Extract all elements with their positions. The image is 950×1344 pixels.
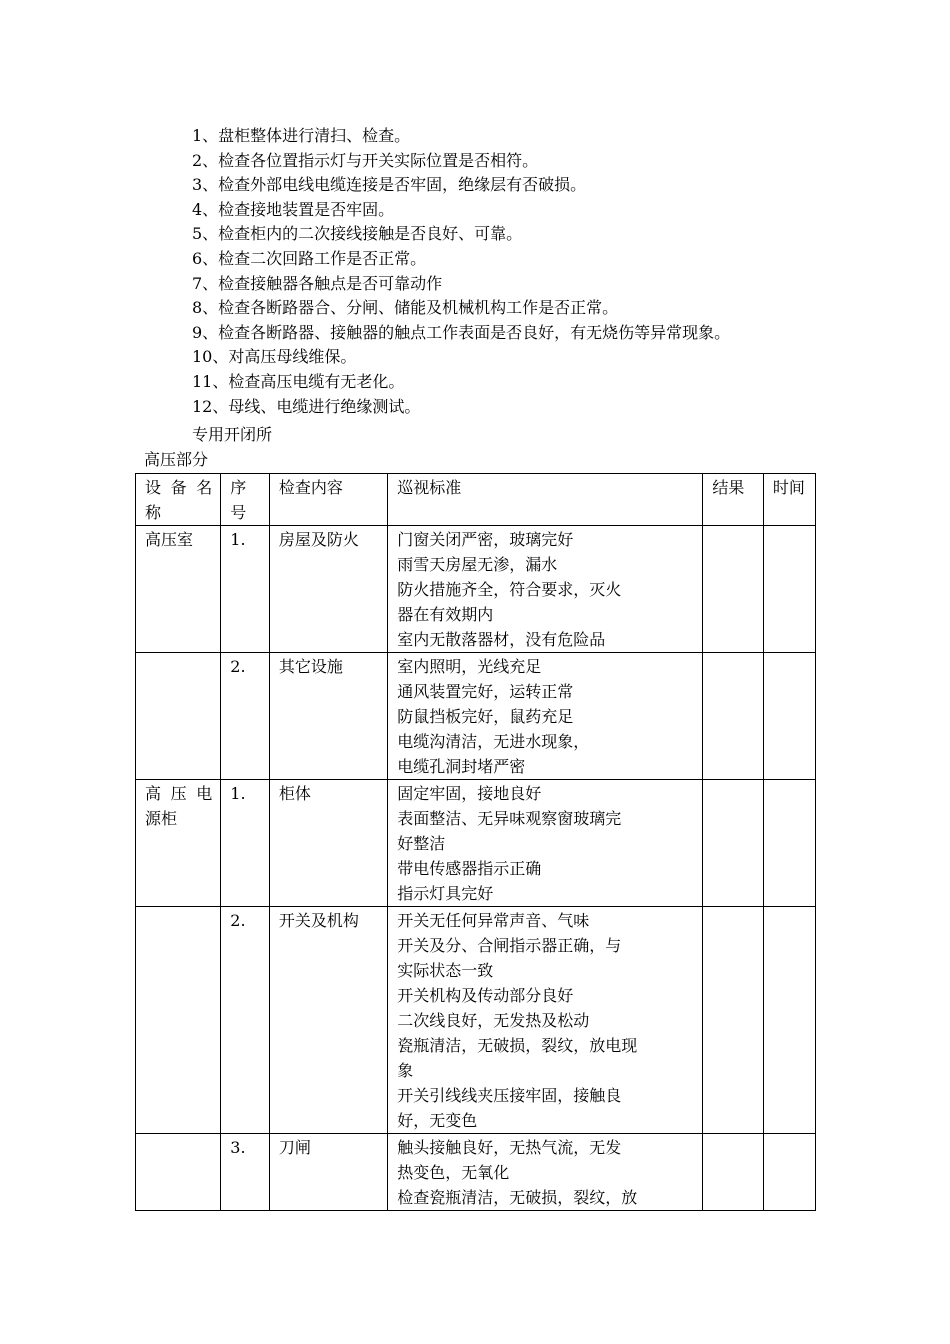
device-name-cell: 高 压 电 源柜 bbox=[136, 780, 221, 907]
list-item: 3、检查外部电线电缆连接是否牢固，绝缘层有否破损。 bbox=[192, 175, 587, 195]
header-device-name: 设 备 名 称 bbox=[136, 474, 221, 526]
header-time: 时间 bbox=[763, 474, 815, 526]
table-row bbox=[136, 526, 816, 653]
result-cell bbox=[703, 907, 763, 1134]
header-content: 检查内容 bbox=[269, 474, 387, 526]
list-item: 2、检查各位置指示灯与开关实际位置是否相符。 bbox=[192, 150, 539, 170]
table-row bbox=[136, 653, 816, 780]
content-cell: 刀闸 bbox=[269, 1134, 387, 1211]
device-name-cell bbox=[136, 653, 221, 780]
table-header-row bbox=[136, 474, 816, 526]
content-cell: 柜体 bbox=[269, 780, 387, 907]
time-cell bbox=[763, 907, 815, 1134]
header-result: 结果 bbox=[703, 474, 763, 526]
device-name-cell: 高压室 bbox=[136, 526, 221, 653]
device-name-cell bbox=[136, 907, 221, 1134]
section-heading: 高压部分 bbox=[144, 450, 209, 469]
standard-cell: 触头接触良好，无热气流，无发 热变色，无氧化 检查瓷瓶清洁，无破损，裂纹，放 bbox=[388, 1134, 703, 1211]
table-row bbox=[136, 1134, 816, 1211]
header-standard: 巡视标准 bbox=[388, 474, 703, 526]
result-cell bbox=[703, 653, 763, 780]
seq-cell: 2. bbox=[221, 907, 270, 1134]
table-row bbox=[136, 780, 816, 907]
list-item: 8、检查各断路器合、分闸、储能及机械机构工作是否正常。 bbox=[192, 298, 619, 318]
content-cell: 其它设施 bbox=[269, 653, 387, 780]
standard-cell: 固定牢固，接地良好 表面整洁、无异味观察窗玻璃完 好整洁 带电传感器指示正确 指示灯具完好 bbox=[388, 780, 703, 907]
result-cell bbox=[703, 780, 763, 907]
seq-cell: 2. bbox=[221, 653, 270, 780]
sub-heading: 专用开闭所 bbox=[192, 425, 273, 444]
inspection-table bbox=[135, 473, 816, 1211]
standard-cell: 门窗关闭严密，玻璃完好 雨雪天房屋无渗，漏水 防火措施齐全，符合要求，灭火 器在有效期内 室内无散落器材，没有危险品 bbox=[388, 526, 703, 653]
list-item: 5、检查柜内的二次接线接触是否良好、可靠。 bbox=[192, 224, 523, 244]
header-seq: 序号 bbox=[221, 474, 270, 526]
content-cell: 房屋及防火 bbox=[269, 526, 387, 653]
time-cell bbox=[763, 653, 815, 780]
content-cell: 开关及机构 bbox=[269, 907, 387, 1134]
seq-cell: 3. bbox=[221, 1134, 270, 1211]
list-item: 10、对高压母线维保。 bbox=[192, 347, 357, 367]
list-item: 6、检查二次回路工作是否正常。 bbox=[192, 248, 427, 268]
seq-cell: 1. bbox=[221, 780, 270, 907]
list-item: 11、检查高压电缆有无老化。 bbox=[192, 371, 405, 391]
list-item: 4、检查接地装置是否牢固。 bbox=[192, 199, 395, 219]
result-cell bbox=[703, 1134, 763, 1211]
time-cell bbox=[763, 780, 815, 907]
maintenance-checklist bbox=[192, 124, 832, 419]
result-cell bbox=[703, 526, 763, 653]
table-row bbox=[136, 907, 816, 1134]
time-cell bbox=[763, 1134, 815, 1211]
standard-cell: 室内照明，光线充足 通风装置完好，运转正常 防鼠挡板完好，鼠药充足 电缆沟清洁，无进水现象， 电缆孔洞封堵严密 bbox=[388, 653, 703, 780]
device-name-cell bbox=[136, 1134, 221, 1211]
standard-cell: 开关无任何异常声音、气味 开关及分、合闸指示器正确，与 实际状态一致 开关机构及传动部分良好 二次线良好，无发热及松动 瓷瓶清洁，无破损，裂纹，放电现 象 开关引线线夹压接牢固，接触良 好，无变色 bbox=[388, 907, 703, 1134]
list-item: 9、检查各断路器、接触器的触点工作表面是否良好，有无烧伤等异常现象。 bbox=[192, 322, 731, 342]
list-item: 1、盘柜整体进行清扫、检查。 bbox=[192, 126, 411, 145]
list-item: 12、母线、电缆进行绝缘测试。 bbox=[192, 396, 421, 416]
seq-cell: 1. bbox=[221, 526, 270, 653]
list-item: 7、检查接触器各触点是否可靠动作 bbox=[192, 273, 443, 293]
time-cell bbox=[763, 526, 815, 653]
